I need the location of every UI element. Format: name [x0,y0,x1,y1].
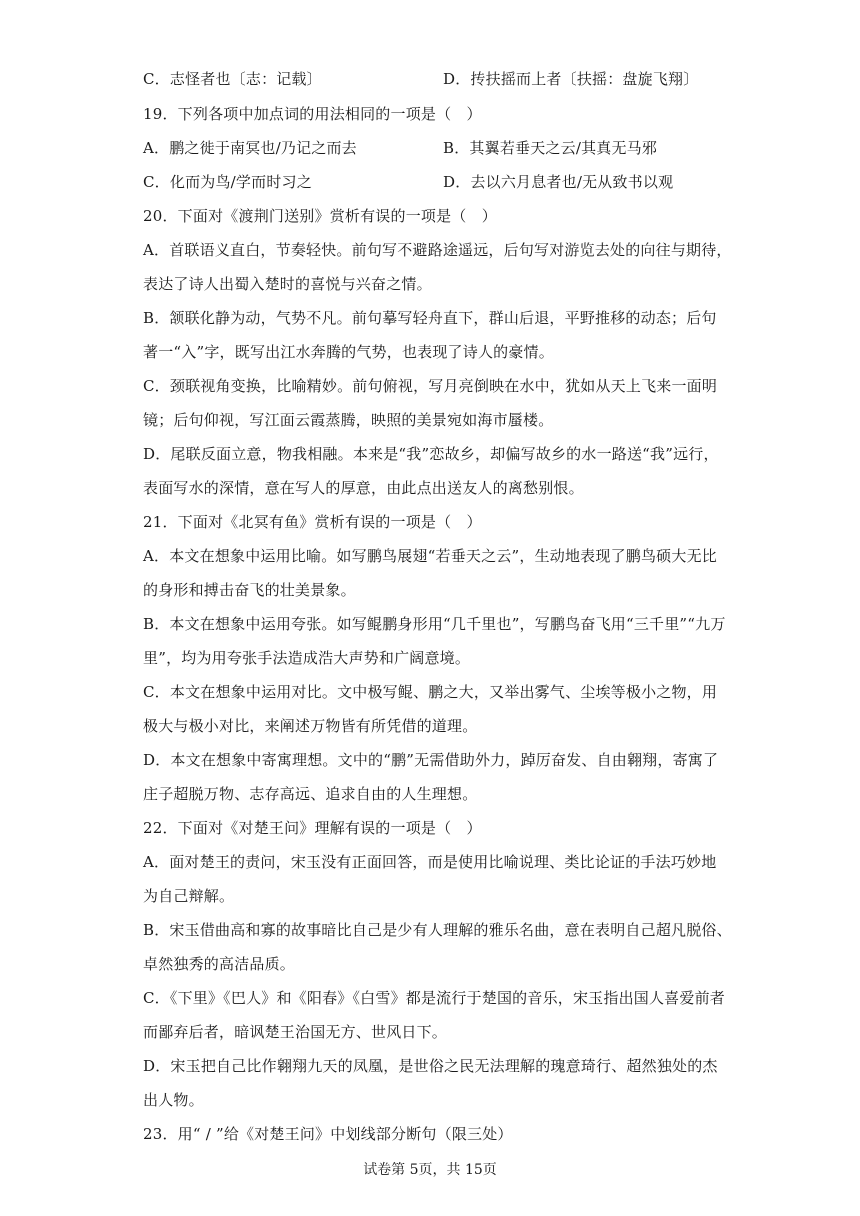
q20-stem: 20．下面对《渡荆门送别》赏析有误的一项是（ ） [143,207,497,225]
q23-stem: 23．用“ / ”给《对楚王问》中划线部分断句（限三处） [143,1125,513,1143]
q21-line: B．本文在想象中运用夸张。如写鲲鹏身形用“几千里也”，写鹏鸟奋飞用“三千里”“九万 [143,615,726,633]
q22-line: 卓然独秀的高洁品质。 [143,955,296,973]
q20-line: C．颈联视角变换，比喻精妙。前句俯视，写月亮倒映在水中，犹如从天上飞来一面明 [143,377,718,395]
q19-option-a: A．鹏之徙于南冥也/乃记之而去 [143,139,357,157]
q22-line: D．宋玉把自己比作翱翔九天的凤凰，是世俗之民无法理解的瑰意琦行、超然独处的杰 [143,1057,718,1075]
q22-line: B．宋玉借曲高和寡的故事暗比自己是少有人理解的雅乐名曲，意在表明自己超凡脱俗、 [143,921,732,939]
q21-line: 的身形和搏击奋飞的壮美景象。 [143,581,356,599]
q18-option-d: D．抟扶摇而上者〔扶摇：盘旋飞翔〕 [443,70,699,88]
q19-option-d: D．去以六月息者也/无从致书以观 [443,173,674,191]
q20-line: A．首联语义直白，节奏轻快。前句写不避路途遥远，后句写对游览去处的向往与期待， [143,241,732,259]
q21-stem: 21．下面对《北冥有鱼》赏析有误的一项是（ ） [143,513,482,531]
q20-line: 镜；后句仰视，写江面云霞蒸腾，映照的美景宛如海市蜃楼。 [143,411,554,429]
page-footer: 试卷第 5页，共 15页 [363,1162,497,1178]
q21-line: 庄子超脱万物、志存高远、追求自由的人生理想。 [143,785,478,803]
q21-line: C．本文在想象中运用对比。文中极写鲲、鹏之大，又举出雾气、尘埃等极小之物，用 [143,683,718,701]
q19-option-c: C．化而为鸟/学而时习之 [143,173,312,191]
q22-line: 而鄙弃后者，暗讽楚王治国无方、世风日下。 [143,1023,448,1041]
q22-line: C．《下里》《巴人》和《阳春》《白雪》都是流行于楚国的音乐，宋玉指出国人喜爱前者 [143,989,725,1007]
q22-line: A．面对楚王的责问，宋玉没有正面回答，而是使用比喻说理、类比论证的手法巧妙地 [143,853,717,871]
q20-line: B．颔联化静为动，气势不凡。前句摹写轻舟直下，群山后退，平野推移的动态；后句 [143,309,717,327]
q20-line: D．尾联反面立意，物我相融。本来是“我”恋故乡，却偏写故乡的水一路送“我”远行， [143,445,719,463]
q19-option-b: B．其翼若垂天之云/其真无马邪 [443,139,658,157]
q20-line: 著一“入”字，既写出江水奔腾的气势，也表现了诗人的豪情。 [143,343,554,361]
q19-stem: 19．下列各项中加点词的用法相同的一项是（ ） [143,105,482,123]
q20-line: 表面写水的深情，意在写人的厚意，由此点出送友人的离愁别恨。 [143,479,584,497]
q18-option-c: C．志怪者也〔志：记载〕 [143,70,322,88]
q20-line: 表达了诗人出蜀入楚时的喜悦与兴奋之情。 [143,275,432,293]
q22-line: 出人物。 [143,1091,204,1109]
q22-line: 为自己辩解。 [143,887,235,905]
q21-line: 里”，均为用夸张手法造成浩大声势和广阔意境。 [143,649,471,667]
q22-stem: 22．下面对《对楚王问》理解有误的一项是（ ） [143,819,482,837]
q21-line: A．本文在想象中运用比喻。如写鹏鸟展翅“若垂天之云”，生动地表现了鹏鸟硕大无比 [143,547,717,565]
q21-line: D．本文在想象中寄寓理想。文中的“鹏”无需借助外力，踔厉奋发、自由翱翔，寄寓了 [143,751,719,769]
q21-line: 极大与极小对比，来阐述万物皆有所凭借的道理。 [143,717,478,735]
